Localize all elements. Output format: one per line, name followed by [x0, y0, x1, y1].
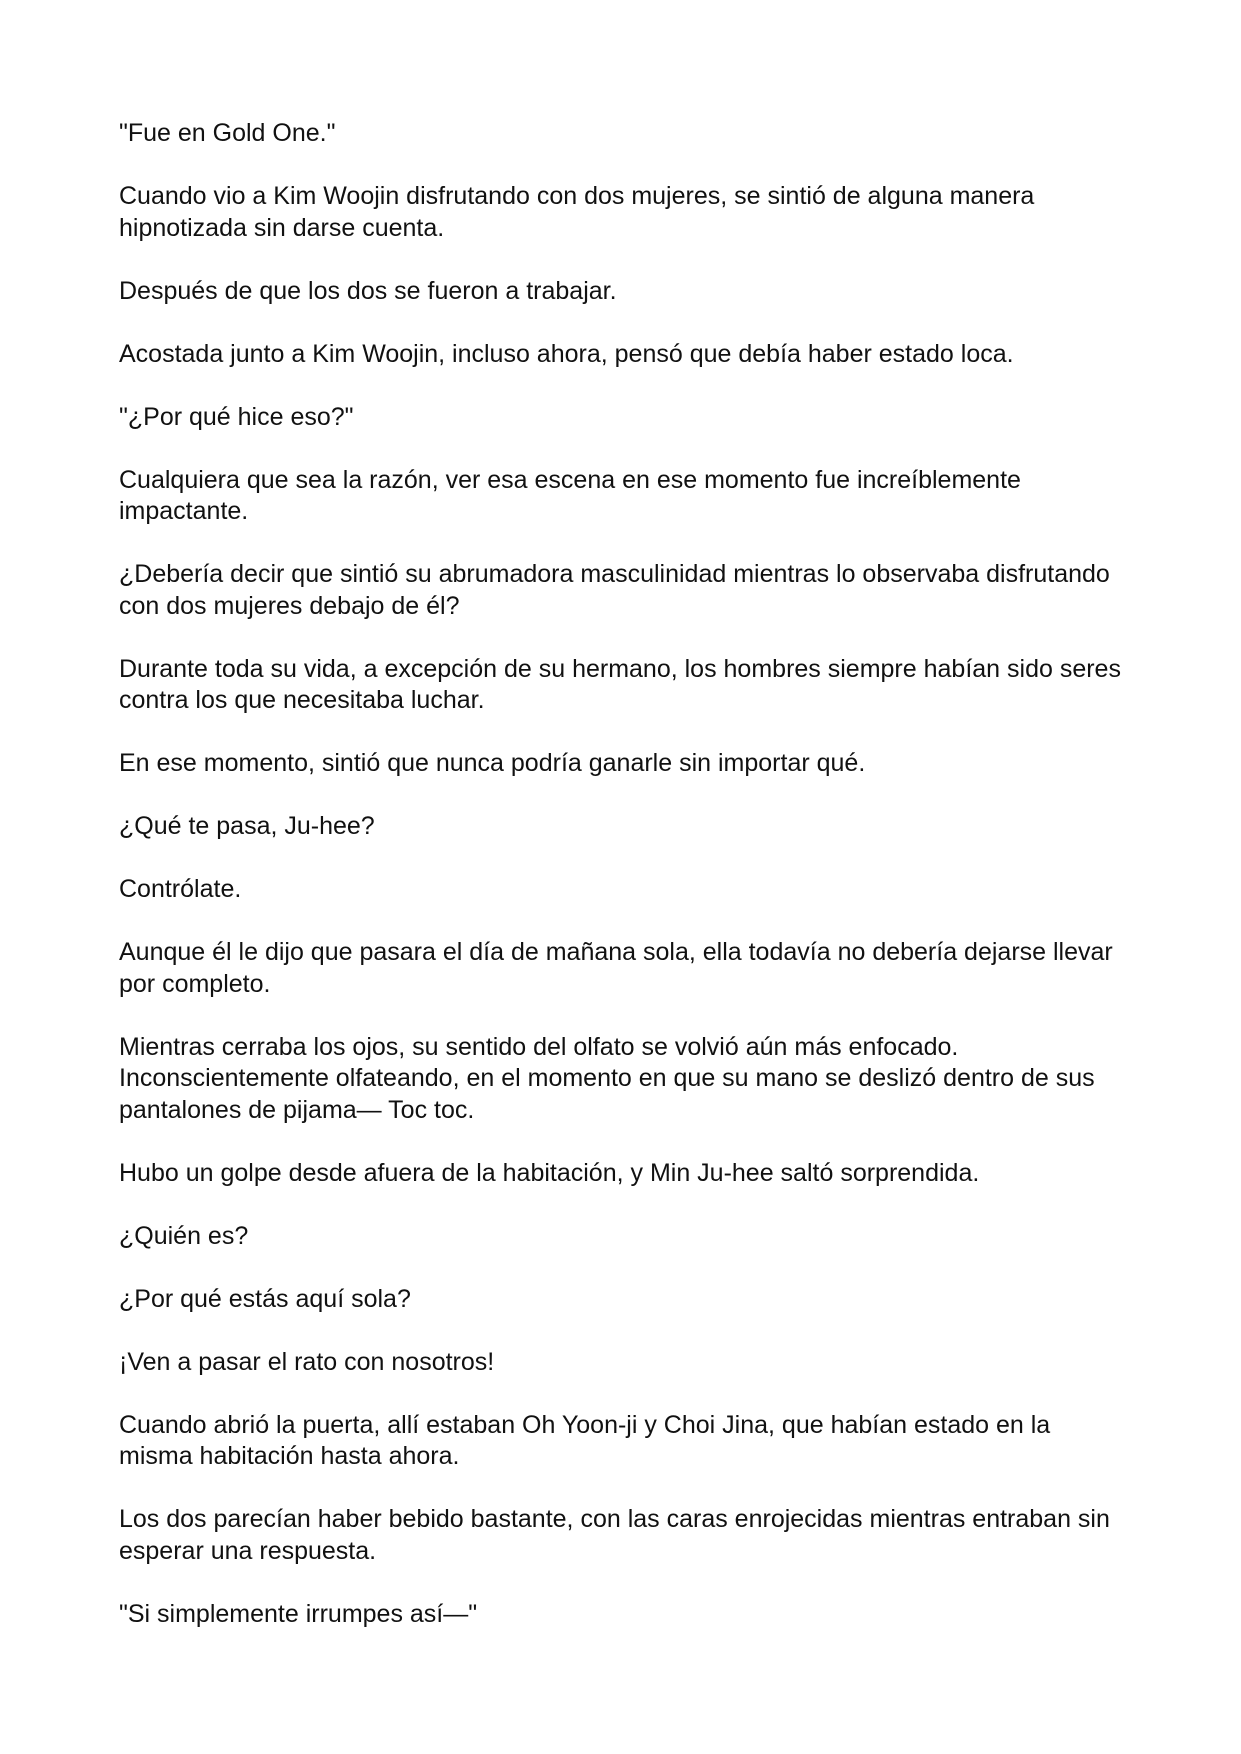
paragraph: ¿Por qué estás aquí sola?: [119, 1284, 411, 1313]
paragraph: "Fue en Gold One.": [119, 119, 336, 147]
paragraph: Aunque él le dijo que pasara el día de mañana sola, ella todavía no debería dejarse llevar por completo.: [119, 938, 1113, 998]
document-body: [119, 118, 1129, 1662]
paragraph: "Si simplemente irrumpes así—": [119, 1599, 478, 1628]
paragraph: ¿Debería decir que sintió su abrumadora masculinidad mientras lo observaba disfrutando con dos mujeres debajo de él?: [119, 560, 1110, 620]
paragraph: Cualquiera que sea la razón, ver esa escena en ese momento fue increíblemente impactante.: [119, 465, 1021, 525]
paragraph: ¿Quién es?: [119, 1221, 249, 1250]
paragraph: Contrólate.: [119, 875, 242, 903]
paragraph: Después de que los dos se fueron a trabajar.: [119, 276, 617, 305]
paragraph: ¡Ven a pasar el rato con nosotros!: [119, 1347, 495, 1376]
paragraph: En ese momento, sintió que nunca podría ganarle sin importar qué.: [119, 749, 866, 777]
paragraph: Cuando abrió la puerta, allí estaban Oh Yoon-ji y Choi Jina, que habían estado en la misma habitación hasta ahora.: [119, 1410, 1051, 1470]
paragraph: Hubo un golpe desde afuera de la habitación, y Min Ju-hee saltó sorprendida.: [119, 1158, 980, 1187]
paragraph: "¿Por qué hice eso?": [119, 402, 354, 431]
paragraph: Mientras cerraba los ojos, su sentido del olfato se volvió aún más enfocado. Inconscientemente olfateando, en el momento en que su mano se deslizó dentro de sus pantalones de pijama— Toc toc.: [119, 1032, 1095, 1124]
paragraph: ¿Qué te pasa, Ju-hee?: [119, 812, 375, 840]
paragraph: Cuando vio a Kim Woojin disfrutando con dos mujeres, se sintió de alguna manera hipnotizada sin darse cuenta.: [119, 182, 1035, 242]
paragraph: Durante toda su vida, a excepción de su hermano, los hombres siempre habían sido seres contra los que necesitaba luchar.: [119, 654, 1121, 714]
paragraph: Acostada junto a Kim Woojin, incluso ahora, pensó que debía haber estado loca.: [119, 339, 1014, 368]
paragraph: Los dos parecían haber bebido bastante, con las caras enrojecidas mientras entraban sin esperar una respuesta.: [119, 1505, 1110, 1565]
